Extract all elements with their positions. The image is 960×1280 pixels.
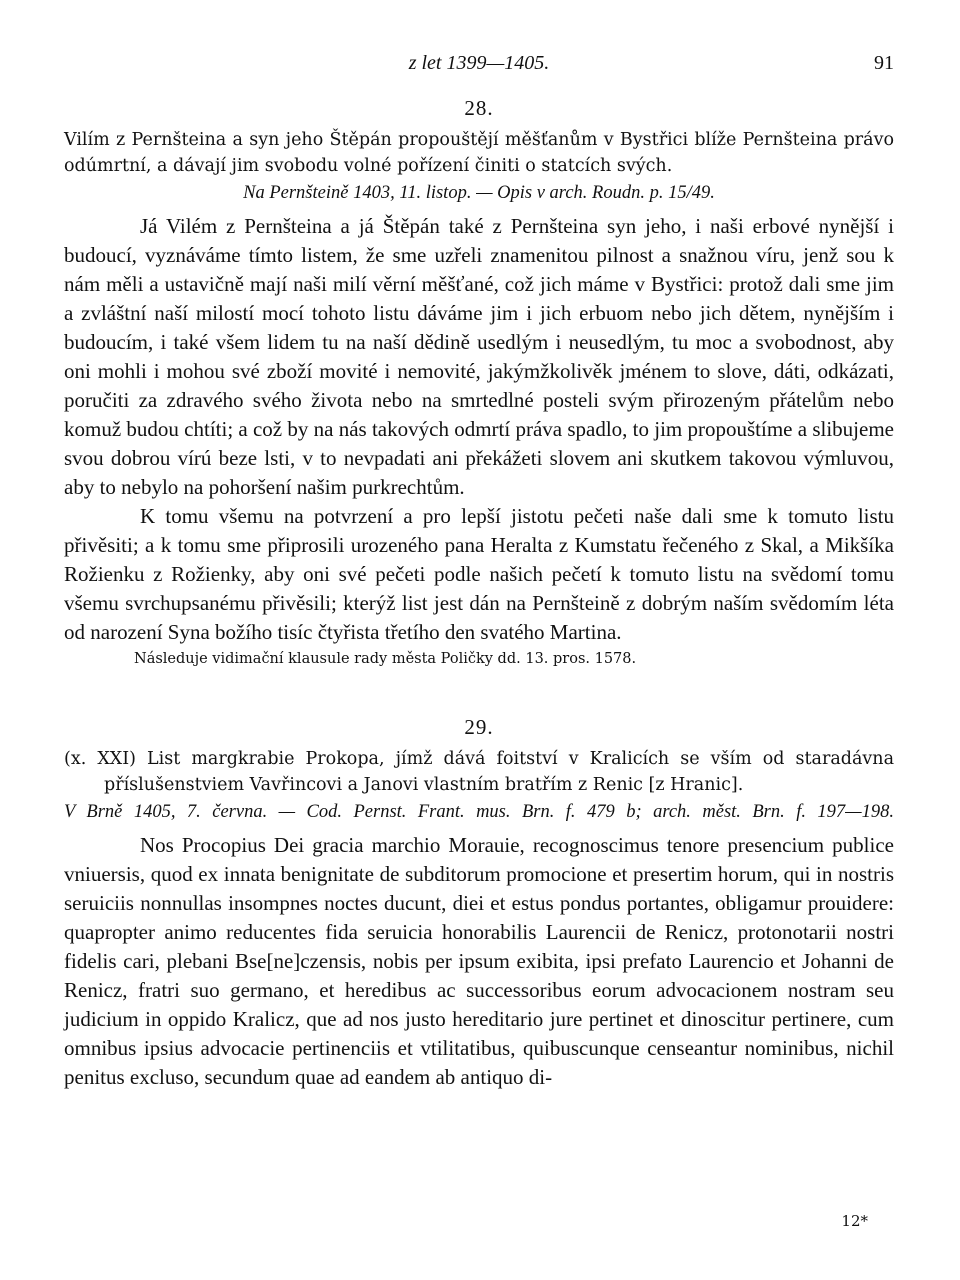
section-divider — [64, 667, 894, 705]
document-regest: (x. XXI) List margkrabie Prokopa, jímž dává foitství v Kralicích se vším od staradávna příslušenstviem Vavřincovi a Janovi vlastním bratřím z Renic [z Hranic]. — [64, 749, 894, 795]
document-source: Na Pernšteině 1403, 11. listop. — Opis v arch. Roudn. p. 15/49. — [243, 183, 715, 203]
document-paragraph: Nos Procopius Dei gracia marchio Morauie, recognoscimus tenore presencium publice vniuersis, quod ex innata benignitate de subditorum promocione et presertim horum, qui in nostris seruiciis nonnullas insompnes noctes ducunt, diei et estus pondus portantes, obligamur prouidere: quapropter animo reducentes fida seruicia honorabilis Laurencii de Renicz, protonotarii nostri fidelis cari, plebani Bse[ne]czensis, nobis per ipsum exibita, ipsi prefato Laurencio et Johanni de Renicz, fratri suo germano, et heredibus ac successoribus eorum advocacionem nostram seu judicium in oppido Kralicz, que ad nos justo hereditario jure pertinet et dinoscitur pertinere, cum omnibus ipsius advocacie pertinenciis et vtilitatibus, quibuscunque censeantur nominibus, nichil penitus excluso, secundum quae ad eandem ab antiquo di- — [64, 833, 894, 1089]
running-head — [64, 52, 894, 86]
document-paragraph: Já Vilém z Pernšteina a já Štěpán také z Pernšteina syn jeho, i naši erbové nynější i budoucí, vyznáváme tímto listem, že sme uzřeli znamenitou pilnost a snažnou víru, jenž sou k nám měli a ustavičně mají naši milí věrní měšťané, což jich máme v Bystřici: protož dali sme jim a zvláštní naší milostí mocí tohoto listu dáváme jim i jich erbuom nebo jich dětem, nynějším i budoucím, i také všem lidem tu na naší dědině usedlým i neusedlým, tu moc a svobodnost, aby oni mohli i mohou své zboží movité i nemovité, jakýmžkolivěk jménem to slove, dáti, odkázati, poručiti za zdravého svého života nebo na smrtedlné posteli svým přirozeným přátelům nebo komuž budou chtíti; a což by na nás takových odmrtí práva spadlo, to jim propouštíme a slibujeme svou dobrou vírú beze lsti, v to nevpadati ani překážeti slovem ani skutkem takovou výmluvou, aby to nebylo na pohoršení našim purkrechtům. — [64, 214, 894, 499]
document-paragraph: K tomu všemu na potvrzení a pro lepší jistotu pečeti naše dali sme k tomuto listu přivěsiti; a k tomu sme připrosili urozeného pana Heralta z Kumstatu řečeného z Skal, a Mikšíka Rožienku z Rožienky, aby oni své pečeti podle našich pečetí k tomuto listu na svědomí tomu všemu svrchupsanému přivěsili; kterýž list jest dán na Pernšteině z dobrým naším svědomím léta od narození Syna božího tisíc čtyřista třetího den svatého Martina. — [64, 504, 894, 644]
running-title: z let 1399—1405. — [408, 52, 550, 74]
editorial-note: Následuje vidimační klausule rady města Poličky dd. 13. pros. 1578. — [134, 651, 637, 667]
document-28 — [64, 96, 894, 667]
document-number: 29. — [464, 715, 494, 739]
document-number: 28. — [464, 96, 494, 120]
signature-mark: 12* — [841, 1212, 868, 1230]
document-29 — [64, 715, 894, 1092]
document-regest: Vilím z Pernšteina a syn jeho Štěpán propouštějí měšťanům v Bystřici blíže Pernšteina právo odúmrtní, a dávají jim svobodu volné pořízení činiti o statcích svých. — [64, 130, 894, 176]
document-source: V Brně 1405, 7. června. — Cod. Pernst. Frant. mus. Brn. f. 479 b; arch. měst. Brn. f. 197—198. — [64, 802, 894, 822]
page-number: 91 — [874, 52, 894, 74]
